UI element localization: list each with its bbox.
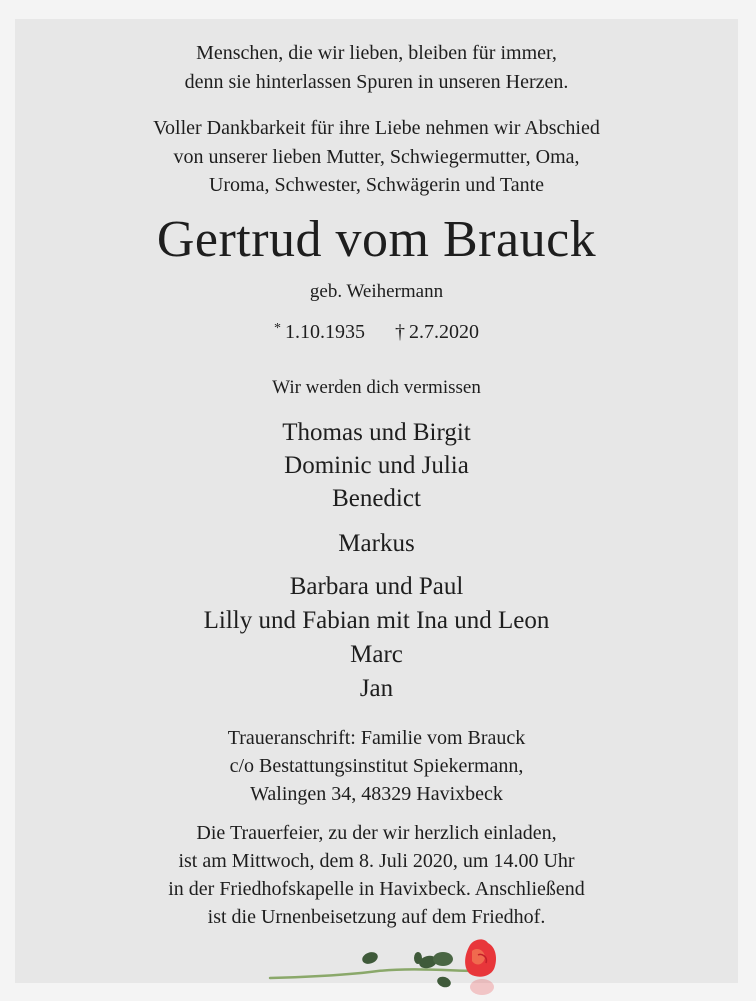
mourner-line: Marc xyxy=(350,641,403,668)
birth-star-icon: * xyxy=(274,321,281,336)
deceased-name: Gertrud vom Brauck xyxy=(156,211,597,268)
mourner-line: Benedict xyxy=(332,485,421,512)
motto-line-2: denn sie hinterlassen Spuren in unseren Herzen. xyxy=(184,71,569,93)
rose-icon xyxy=(268,937,498,1001)
address-line-3: Walingen 34, 48329 Havixbeck xyxy=(250,783,503,805)
maiden-name: geb. Weihermann xyxy=(309,281,444,302)
death-date: 2.7.2020 xyxy=(409,321,479,343)
ceremony-line-1: Die Trauerfeier, zu der wir herzlich einladen, xyxy=(196,822,557,844)
mourner-line: Thomas und Birgit xyxy=(282,419,471,446)
ceremony-line-3: in der Friedhofskapelle in Havixbeck. Anschließend xyxy=(168,878,585,900)
mourner-line: Markus xyxy=(338,530,415,557)
life-dates xyxy=(15,321,738,344)
mourner-line: Jan xyxy=(359,675,394,702)
motto-line-1: Menschen, die wir lieben, bleiben für immer, xyxy=(196,42,557,64)
address-line-1: Traueranschrift: Familie vom Brauck xyxy=(227,727,526,749)
farewell-text: Wir werden dich vermissen xyxy=(272,377,481,398)
mourner-line: Dominic und Julia xyxy=(284,452,469,479)
address-line-2: c/o Bestattungsinstitut Spiekermann, xyxy=(229,755,524,777)
mourner-line: Barbara und Paul xyxy=(289,573,464,600)
mourner-line: Lilly und Fabian mit Ina und Leon xyxy=(203,607,550,634)
ceremony-line-2: ist am Mittwoch, dem 8. Juli 2020, um 14.00 Uhr xyxy=(178,850,575,872)
intro-line-3: Uroma, Schwester, Schwägerin und Tante xyxy=(208,174,545,196)
intro-line-1: Voller Dankbarkeit für ihre Liebe nehmen wir Abschied xyxy=(153,117,600,139)
birth-date: 1.10.1935 xyxy=(285,321,365,343)
intro-line-2: von unserer lieben Mutter, Schwiegermutter, Oma, xyxy=(173,146,580,168)
obituary-card xyxy=(15,19,738,983)
cross-icon: † xyxy=(395,321,405,343)
ceremony-line-4: ist die Urnenbeisetzung auf dem Friedhof. xyxy=(207,906,546,928)
